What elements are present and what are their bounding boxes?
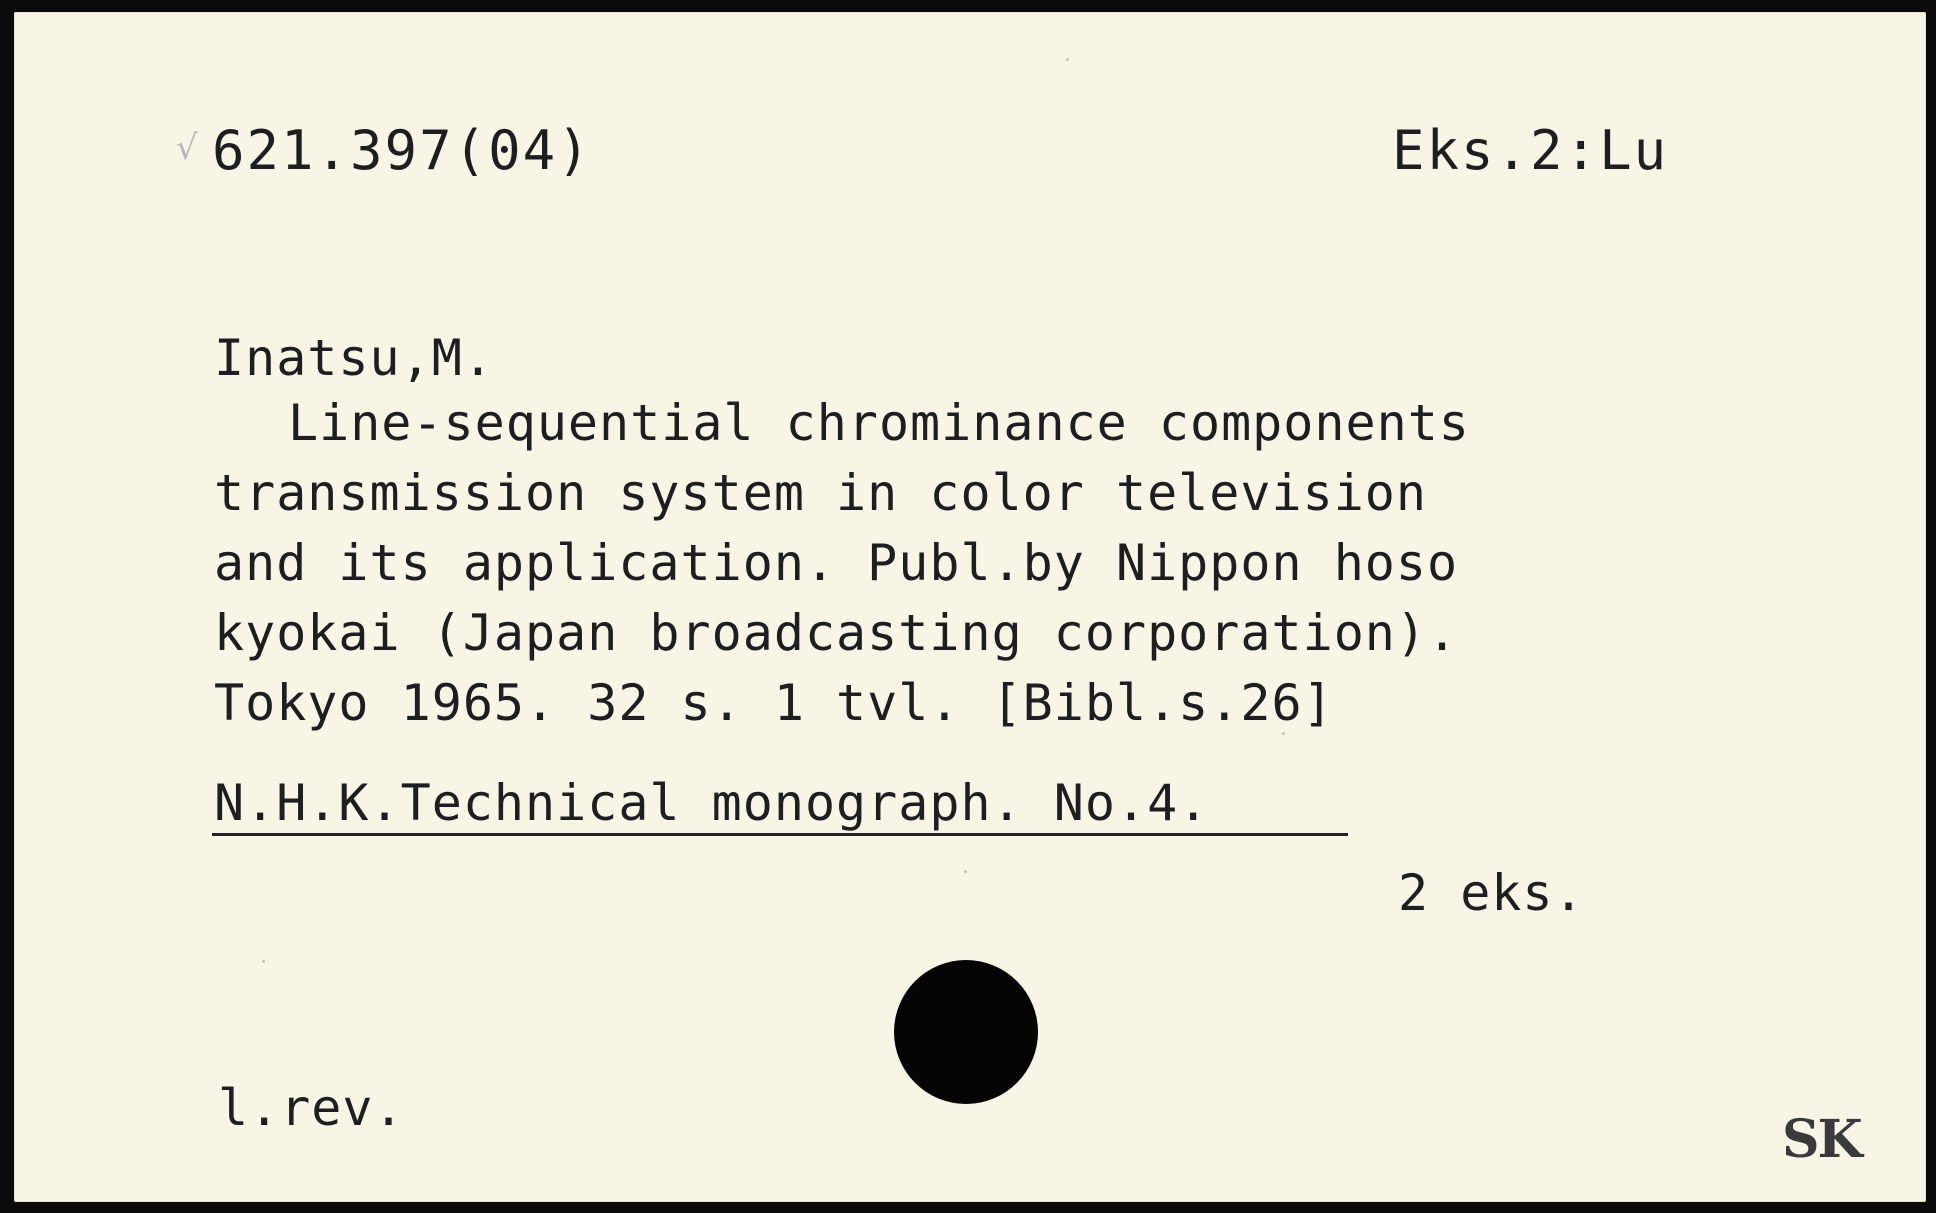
paper-speck (964, 870, 967, 873)
series-underline (212, 833, 1348, 836)
description-line: transmission system in color television (214, 464, 1427, 522)
description-line: Tokyo 1965. 32 s. 1 tvl. [Bibl.s.26] (214, 674, 1334, 732)
paper-speck (1066, 58, 1069, 61)
bibliographic-description (214, 388, 1694, 738)
copy-location-mark: Eks.2:Lu (1392, 119, 1669, 182)
check-mark-icon: √ (176, 128, 198, 168)
description-line: kyokai (Japan broadcasting corporation). (214, 604, 1459, 662)
copies-count: 2 eks. (1398, 864, 1585, 922)
paper-speck (262, 960, 265, 963)
card-punch-hole (894, 960, 1038, 1104)
revision-note: l.rev. (218, 1079, 405, 1137)
series-statement: N.H.K.Technical monograph. No.4. (214, 774, 1210, 832)
initials-stamp: SK (1782, 1109, 1861, 1170)
description-line: and its application. Publ.by Nippon hoso (214, 534, 1459, 592)
classification-number: 621.397(04) (212, 119, 592, 182)
author-heading: Inatsu,M. (214, 329, 494, 387)
description-line: Line-sequential chrominance components (288, 394, 1470, 452)
